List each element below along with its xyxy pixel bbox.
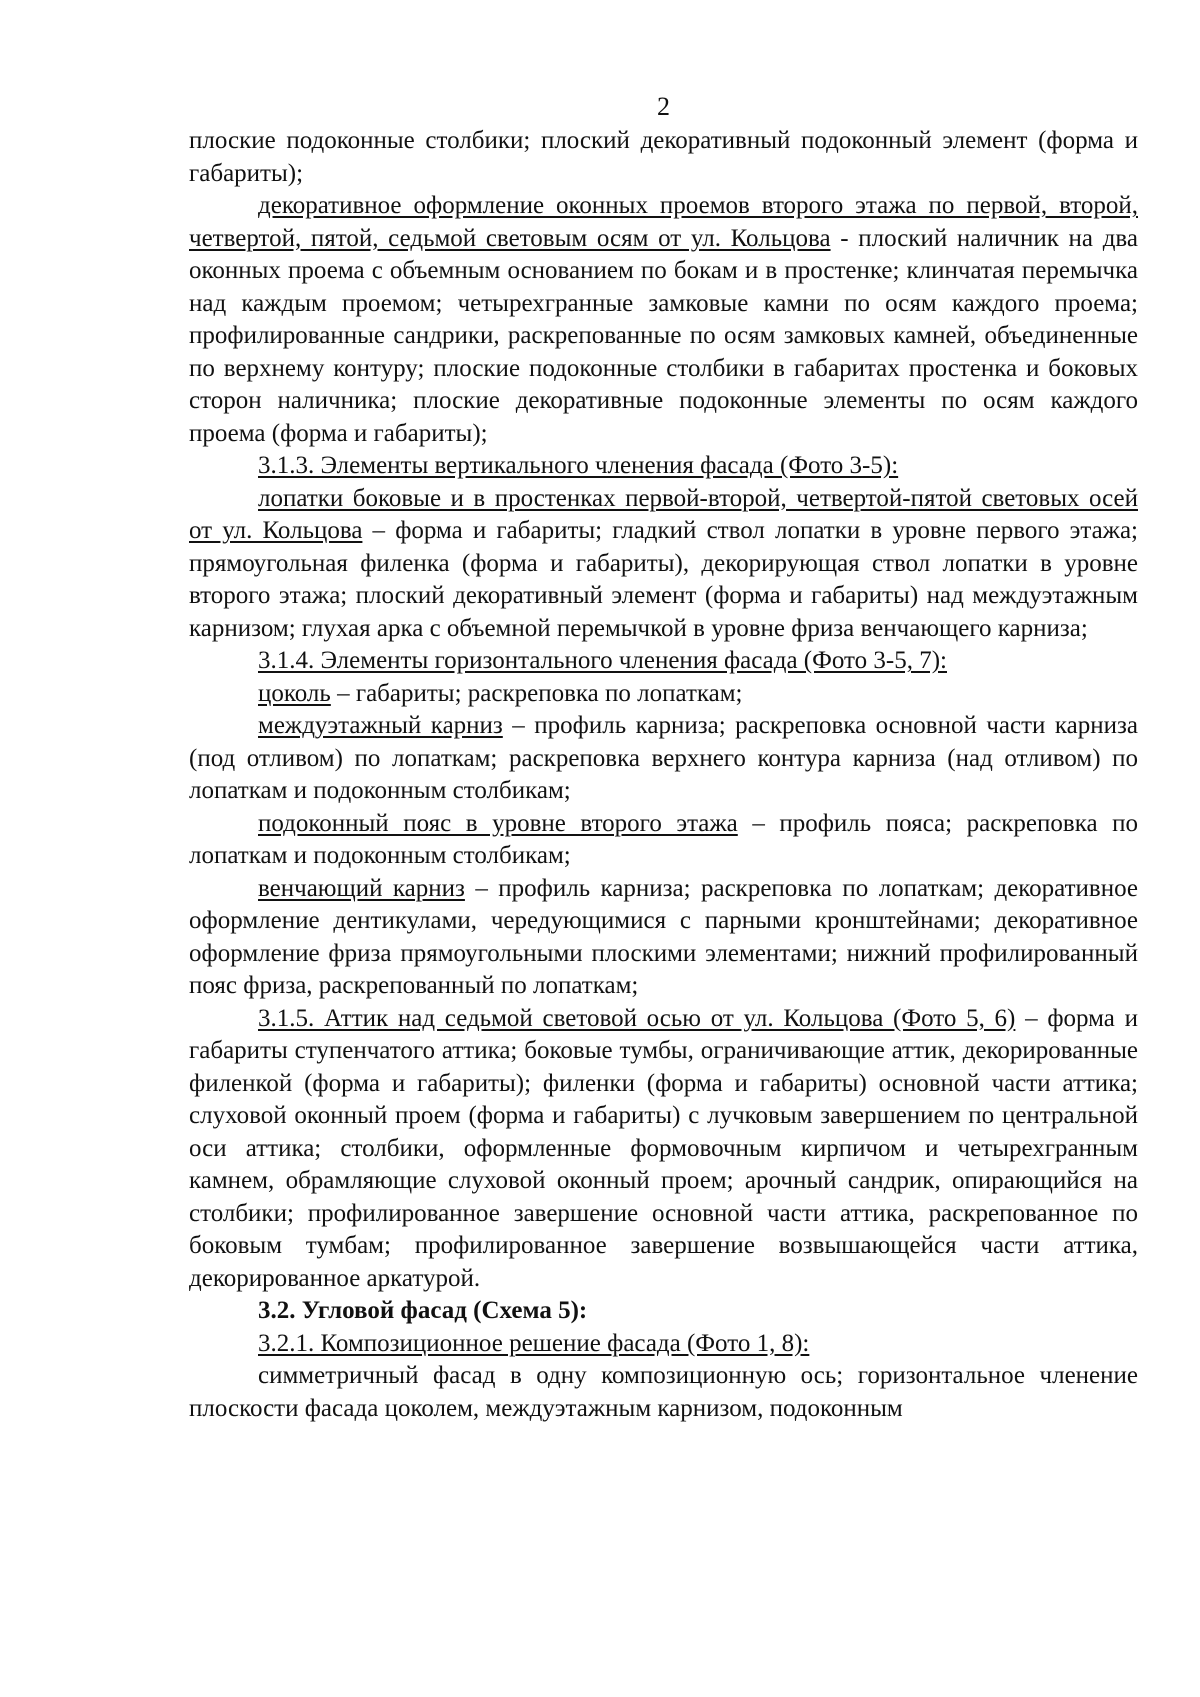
paragraph-text: – габариты; раскреповка по лопаткам; bbox=[330, 679, 743, 707]
paragraph bbox=[189, 645, 1138, 678]
paragraph-text: симметричный фасад в одну композиционную ось; горизонтальное членение плоскости фасада цоколем, междуэтажным карнизом, подоконным bbox=[189, 1362, 1138, 1422]
underlined-heading: 3.1.4. Элементы горизонтального членения фасада (Фото 3-5, 7): bbox=[258, 647, 947, 674]
paragraph-text: - плоский наличник на два оконных проема с объемным основанием по бокам и в простенке; клинчатая перемычка над каждым проемом; четырехгранные замковые камни по осям каждого проема; профилированные сандрики, раскрепованные по осям замковых камней, объединенные по верхнему контуру; плоские подоконные столбики в габаритах простенка и боковых сторон наличника; плоские декоративные подоконные элементы по осям каждого проема (форма и габариты); bbox=[189, 224, 1138, 447]
paragraph bbox=[189, 1295, 1138, 1328]
paragraph-text: – форма и габариты; гладкий ствол лопатки в уровне первого этажа; прямоугольная филенка (форма и габариты), декорирующая ствол лопатки в уровне второго этажа; плоский декоративный элемент (форма и габариты) над междуэтажным карнизом; глухая арка с объемной перемычкой в уровне фриза венчающего карниза; bbox=[189, 517, 1138, 642]
paragraph bbox=[189, 190, 1138, 450]
paragraph-text: – профиль пояса; раскреповка по лопаткам и подоконным столбикам; bbox=[189, 809, 1138, 869]
underlined-heading: цоколь bbox=[258, 679, 331, 707]
paragraph bbox=[189, 1360, 1138, 1425]
paragraph bbox=[189, 873, 1138, 1003]
underlined-heading: лопатки боковые и в простенках первой-второй, четвертой-пятой световых осей от ул. Кольцова bbox=[189, 484, 1138, 544]
paragraph-text: – профиль карниза; раскреповка основной части карниза (под отливом) по лопаткам; раскреповка верхнего контура карниза (над отливом) по лопаткам и подоконным столбикам; bbox=[189, 712, 1138, 804]
paragraph bbox=[189, 450, 1138, 483]
underlined-heading: 3.1.5. Аттик над седьмой световой осью от ул. Кольцова (Фото 5, 6) bbox=[258, 1004, 1016, 1032]
paragraph-text: – форма и габариты ступенчатого аттика; боковые тумбы, ограничивающие аттик, декорированные филенкой (форма и габариты); филенки (форма и габариты) основной части аттика; слуховой оконный проем (форма и габариты) с лучковым завершением по центральной оси аттика; столбики, оформленные формовочным кирпичом и четырехгранным камнем, обрамляющие слуховой оконный проем; арочный сандрик, опирающийся на столбики; профилированное завершение основной части аттика, раскрепованное по боковым тумбам; профилированное завершение возвышающейся части аттика, декорированное аркатурой. bbox=[189, 1004, 1138, 1292]
underlined-heading: декоративное оформление оконных проемов второго этажа по первой, второй, четвертой, пятой, седьмой световым осям от ул. Кольцова bbox=[189, 192, 1138, 252]
paragraph bbox=[189, 808, 1138, 873]
section-heading: 3.2. Угловой фасад (Схема 5): bbox=[258, 1297, 588, 1324]
paragraph bbox=[189, 1003, 1138, 1296]
paragraph bbox=[189, 1328, 1138, 1361]
underlined-heading: 3.1.3. Элементы вертикального членения фасада (Фото 3-5): bbox=[258, 452, 899, 479]
paragraph bbox=[189, 483, 1138, 646]
underlined-heading: междуэтажный карниз bbox=[258, 712, 503, 739]
paragraph-text: – профиль карниза; раскреповка по лопаткам; декоративное оформление дентикулами, чередующимися с парными кронштейнами; декоративное оформление фриза прямоугольными плоскими элементами; нижний профилированный пояс фриза, раскрепованный по лопаткам; bbox=[189, 874, 1139, 999]
page-number: 2 bbox=[657, 92, 670, 121]
underlined-heading: подоконный пояс в уровне второго этажа bbox=[258, 809, 738, 837]
paragraph bbox=[189, 710, 1138, 808]
paragraph-text: плоские подоконные столбики; плоский декоративный подоконный элемент (форма и габариты); bbox=[189, 127, 1138, 187]
underlined-heading: 3.2.1. Композиционное решение фасада (Фото 1, 8): bbox=[258, 1329, 810, 1357]
paragraph bbox=[189, 125, 1138, 190]
document-body bbox=[189, 125, 1138, 1425]
paragraph bbox=[189, 678, 1138, 711]
underlined-heading: венчающий карниз bbox=[258, 874, 465, 902]
